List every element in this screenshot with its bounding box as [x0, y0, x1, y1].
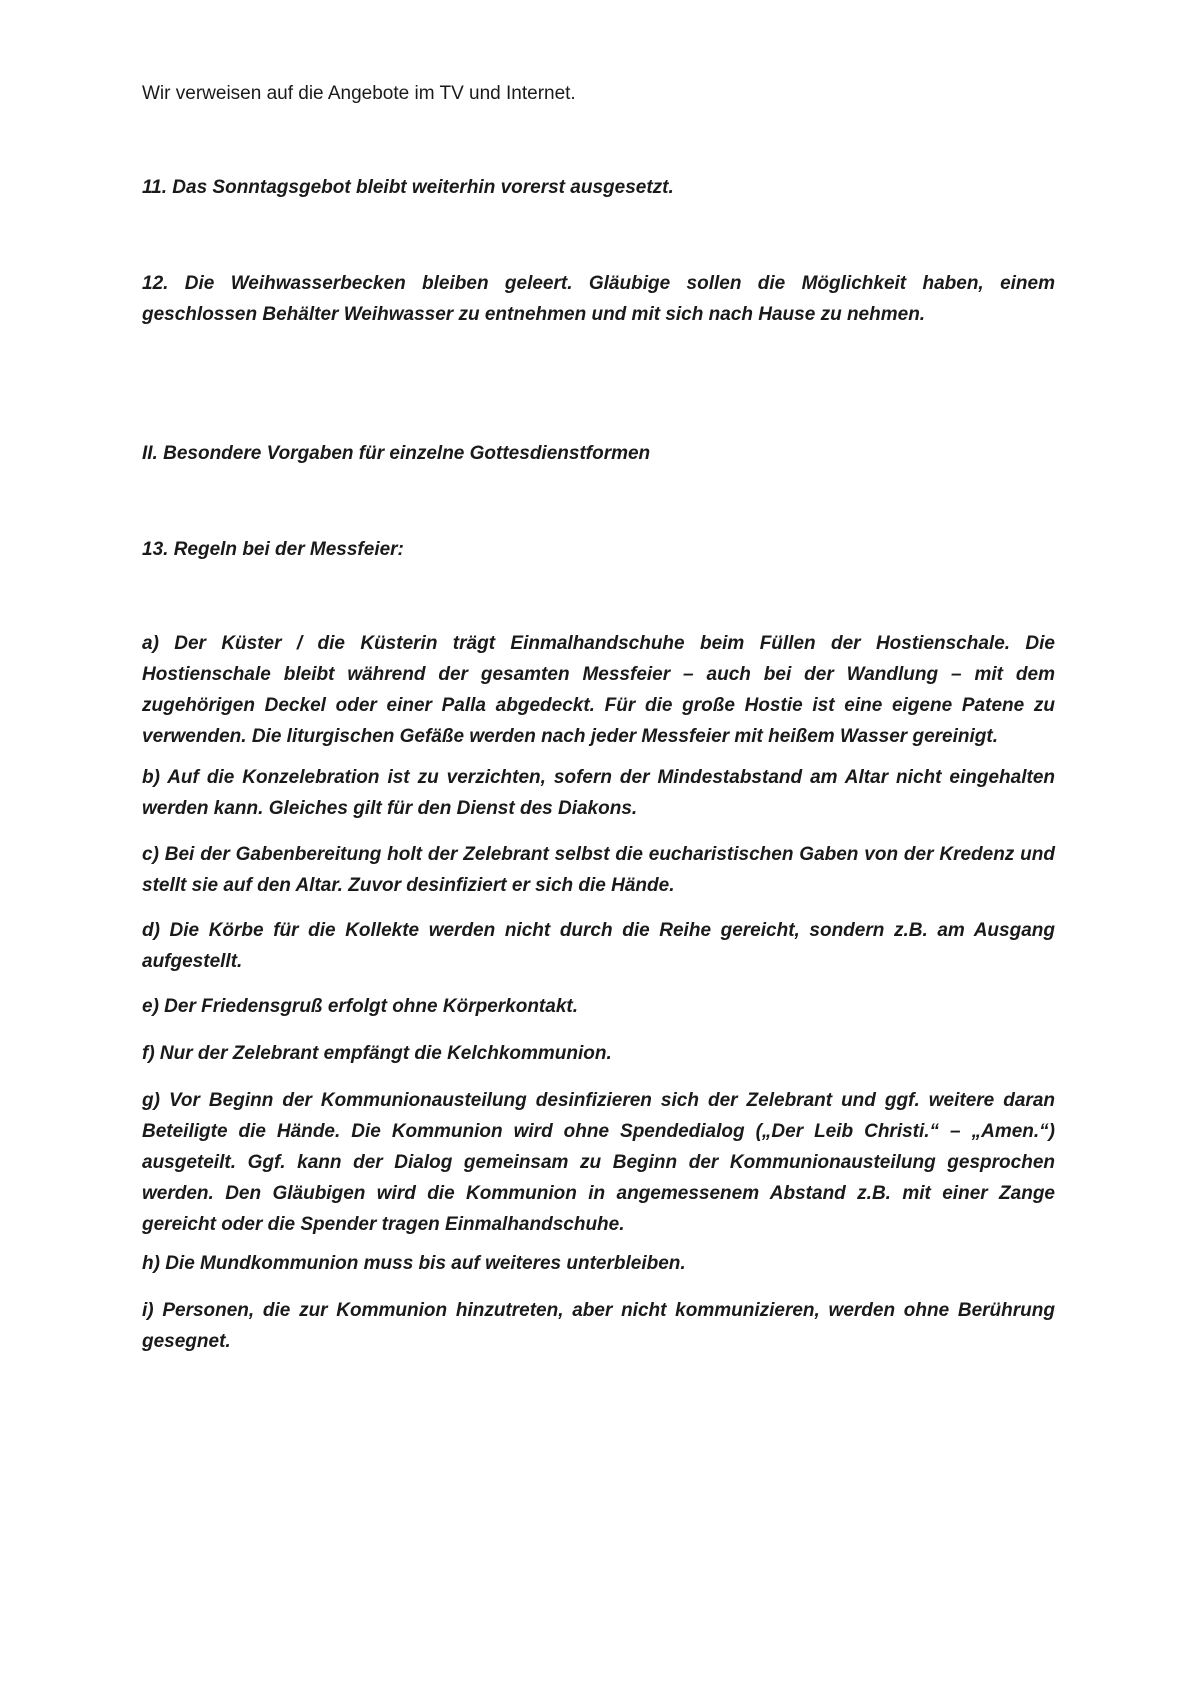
item-11-block: [142, 172, 1055, 203]
section-heading-block: [142, 438, 1055, 469]
rule-paragraph: d) Die Körbe für die Kollekte werden nicht durch die Reihe gereicht, sondern z.B. am Ausgang aufgestellt.: [142, 920, 1055, 972]
rule-b-block: [142, 762, 1055, 824]
rule-paragraph: e) Der Friedensgruß erfolgt ohne Körperkontakt.: [142, 996, 578, 1017]
rule-e-block: [142, 991, 1055, 1022]
item-12-paragraph: 12. Die Weihwasserbecken bleiben geleert. Gläubige sollen die Möglichkeit haben, einem geschlossen Behälter Weihwasser zu entnehmen und mit sich nach Hause zu nehmen.: [142, 273, 1055, 325]
rule-i-block: [142, 1295, 1055, 1357]
rule-paragraph: i) Personen, die zur Kommunion hinzutreten, aber nicht kommunizieren, werden ohne Berührung gesegnet.: [142, 1300, 1055, 1352]
rule-paragraph: b) Auf die Konzelebration ist zu verzichten, sofern der Mindestabstand am Altar nicht eingehalten werden kann. Gleiches gilt für den Dienst des Diakons.: [142, 767, 1055, 819]
rule-c-block: [142, 839, 1055, 901]
rule-d-block: [142, 915, 1055, 977]
rule-paragraph: f) Nur der Zelebrant empfängt die Kelchkommunion.: [142, 1043, 612, 1064]
rule-g-block: [142, 1085, 1055, 1240]
item-13-heading: 13. Regeln bei der Messfeier:: [142, 539, 404, 560]
rule-paragraph: g) Vor Beginn der Kommunionausteilung desinfizieren sich der Zelebrant und ggf. weitere daran Beteiligte die Hände. Die Kommunion wird ohne Spendedialog („Der Leib Christi.“ – „Amen.“) ausgeteilt. Ggf. kann der Dialog gemeinsam zu Beginn der Kommunionausteilung gesprochen werden. Den Gläubigen wird die Kommunion in angemessenem Abstand z.B. mit einer Zange gereicht oder die Spender tragen Einmalhandschuhe.: [142, 1090, 1055, 1235]
rule-a-block: [142, 628, 1055, 752]
rule-h-block: [142, 1248, 1055, 1279]
intro-block: [142, 78, 1055, 109]
rule-paragraph: c) Bei der Gabenbereitung holt der Zelebrant selbst die eucharistischen Gaben von der Kredenz und stellt sie auf den Altar. Zuvor desinfiziert er sich die Hände.: [142, 844, 1055, 896]
item-11-paragraph: 11. Das Sonntagsgebot bleibt weiterhin vorerst ausgesetzt.: [142, 177, 674, 198]
item-13-heading-block: [142, 534, 1055, 565]
section-2-heading: II. Besondere Vorgaben für einzelne Gottesdienstformen: [142, 443, 651, 464]
item-12-block: [142, 268, 1055, 330]
intro-paragraph: Wir verweisen auf die Angebote im TV und Internet.: [142, 83, 576, 104]
rule-paragraph: a) Der Küster / die Küsterin trägt Einmalhandschuhe beim Füllen der Hostienschale. Die Hostienschale bleibt während der gesamten Messfeier – auch bei der Wandlung – mit dem zugehörigen Deckel oder einer Palla abgedeckt. Für die große Hostie ist eine eigene Patene zu verwenden. Die liturgischen Gefäße werden nach jeder Messfeier mit heißem Wasser gereinigt.: [142, 633, 1055, 747]
rule-f-block: [142, 1038, 1055, 1069]
rule-paragraph: h) Die Mundkommunion muss bis auf weiteres unterbleiben.: [142, 1253, 686, 1274]
